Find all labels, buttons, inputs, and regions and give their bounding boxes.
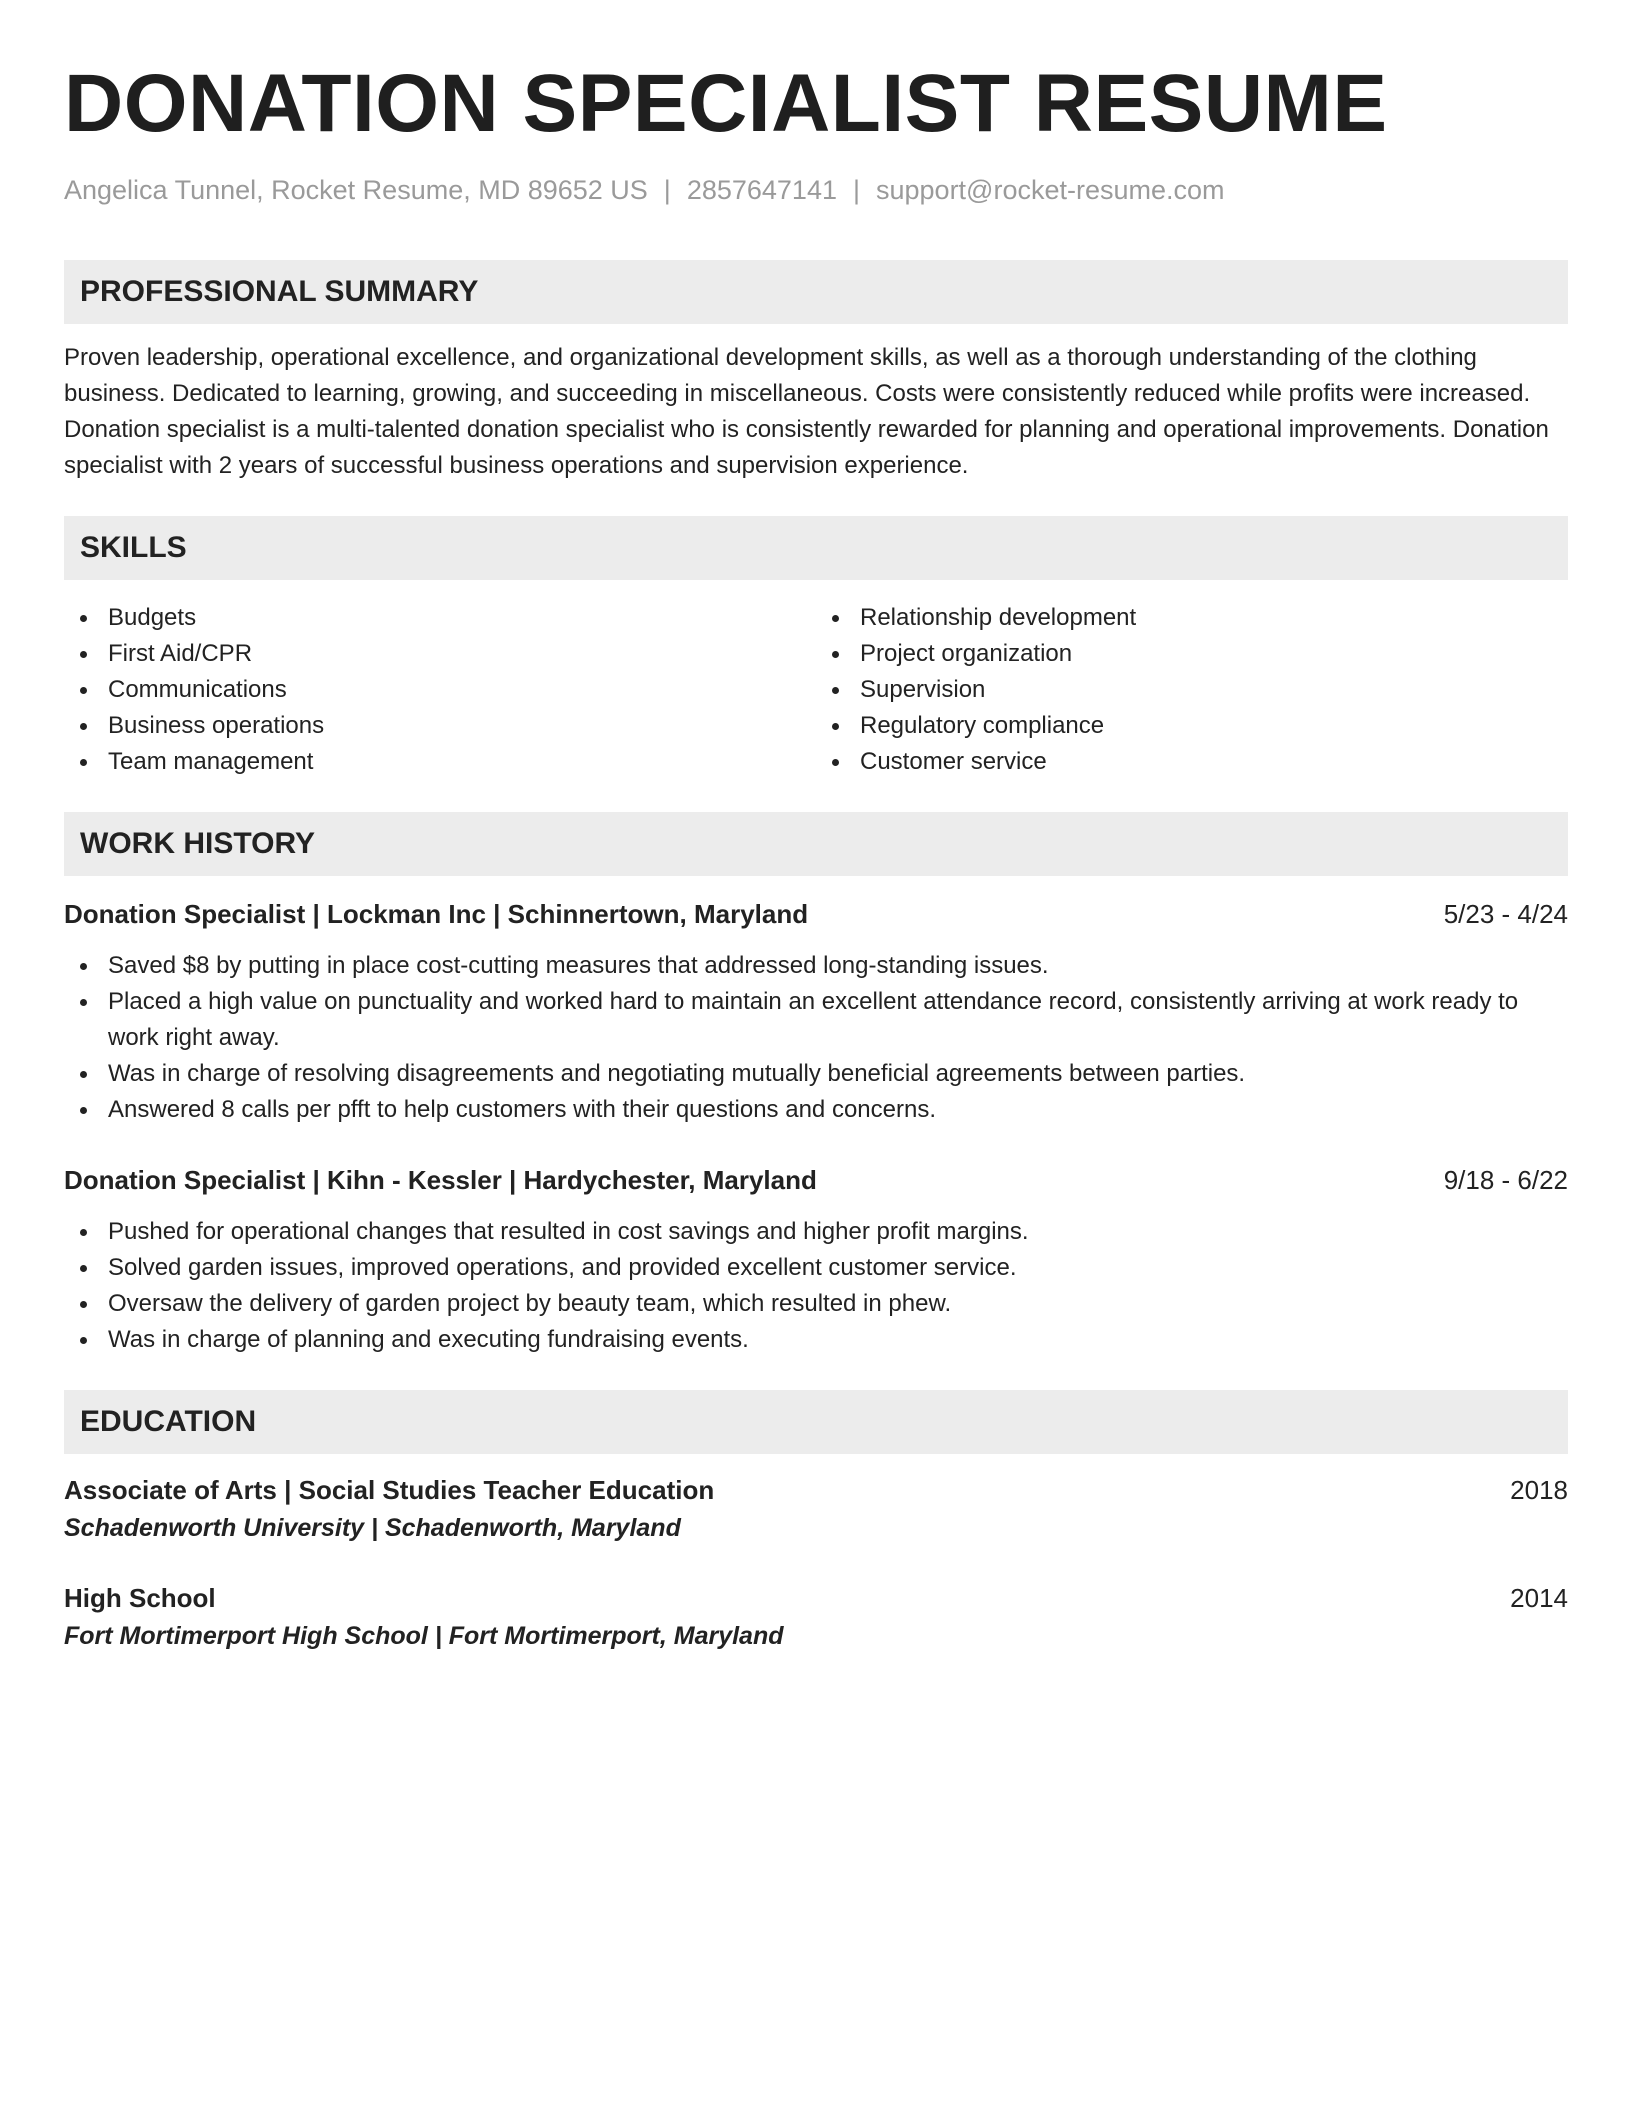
skill-item: Regulatory compliance <box>816 708 1568 744</box>
job-bullet: Solved garden issues, improved operations, and provided excellent customer service. <box>64 1250 1568 1286</box>
skills-column-left <box>64 600 816 780</box>
education-degree: Associate of Arts | Social Studies Teacher Education <box>64 1475 715 1505</box>
contact-phone: 2857647141 <box>686 175 837 205</box>
education-header <box>64 1580 1568 1616</box>
section-header-work-history: WORK HISTORY <box>64 812 1568 876</box>
job-title: Donation Specialist | Lockman Inc | Schinnertown, Maryland <box>64 899 809 929</box>
job-dates: 5/23 - 4/24 <box>1443 899 1568 929</box>
summary-text: Proven leadership, operational excellence, and organizational development skills, as well as a thorough understanding of the clothing business. Dedicated to learning, growing, and succeeding in miscellaneous. Costs were consistently reduced while profits were increased. Donation specialist is a multi-talented donation specialist who is consistently rewarded for planning and operational improvements. Donation specialist with 2 years of successful business operations and supervision experience. <box>64 344 1549 479</box>
job-bullet: Pushed for operational changes that resulted in cost savings and higher profit margins. <box>64 1214 1568 1250</box>
job-bullet: Was in charge of planning and executing fundraising events. <box>64 1322 1568 1358</box>
job-bullet: Oversaw the delivery of garden project by beauty team, which resulted in phew. <box>64 1286 1568 1322</box>
job-title: Donation Specialist | Kihn - Kessler | Hardychester, Maryland <box>64 1165 817 1195</box>
skills-grid <box>64 600 1568 780</box>
education-entry <box>64 1580 1568 1654</box>
job-entry <box>64 1162 1568 1358</box>
contact-email: support@rocket-resume.com <box>876 175 1225 205</box>
skill-item: Communications <box>64 672 816 708</box>
job-bullets <box>64 1214 1568 1358</box>
education-entry <box>64 1472 1568 1546</box>
contact-separator: | <box>663 175 671 205</box>
skill-item: Customer service <box>816 744 1568 780</box>
education-header <box>64 1472 1568 1508</box>
job-header <box>64 896 1568 932</box>
skill-item: Supervision <box>816 672 1568 708</box>
education-school: Schadenworth University | Schadenworth, Maryland <box>64 1514 681 1542</box>
skill-item: Team management <box>64 744 816 780</box>
skill-item: Budgets <box>64 600 816 636</box>
job-bullet: Saved $8 by putting in place cost-cutting measures that addressed long-standing issues. <box>64 948 1568 984</box>
job-bullet: Placed a high value on punctuality and worked hard to maintain an excellent attendance record, consistently arriving at work ready to work right away. <box>64 984 1568 1056</box>
skill-item: Project organization <box>816 636 1568 672</box>
job-dates: 9/18 - 6/22 <box>1443 1165 1568 1195</box>
education-year: 2018 <box>1510 1475 1568 1505</box>
job-bullet: Was in charge of resolving disagreements and negotiating mutually beneficial agreements between parties. <box>64 1056 1568 1092</box>
education-school: Fort Mortimerport High School | Fort Mortimerport, Maryland <box>64 1622 784 1650</box>
job-bullet: Answered 8 calls per pfft to help customers with their questions and concerns. <box>64 1092 1568 1128</box>
skill-item: First Aid/CPR <box>64 636 816 672</box>
education-degree: High School <box>64 1583 216 1613</box>
contact-separator: | <box>852 175 860 205</box>
education-year: 2014 <box>1510 1583 1568 1613</box>
skill-item: Business operations <box>64 708 816 744</box>
job-header <box>64 1162 1568 1198</box>
section-header-education: EDUCATION <box>64 1390 1568 1454</box>
skill-item: Relationship development <box>816 600 1568 636</box>
job-bullets <box>64 948 1568 1128</box>
section-header-summary: PROFESSIONAL SUMMARY <box>64 260 1568 324</box>
contact-address: Angelica Tunnel, Rocket Resume, MD 89652 US <box>64 175 648 205</box>
job-entry <box>64 896 1568 1128</box>
skills-column-right <box>816 600 1568 780</box>
resume-title: DONATION SPECIALIST RESUME <box>64 58 1388 149</box>
section-header-skills: SKILLS <box>64 516 1568 580</box>
contact-line <box>64 172 1568 208</box>
